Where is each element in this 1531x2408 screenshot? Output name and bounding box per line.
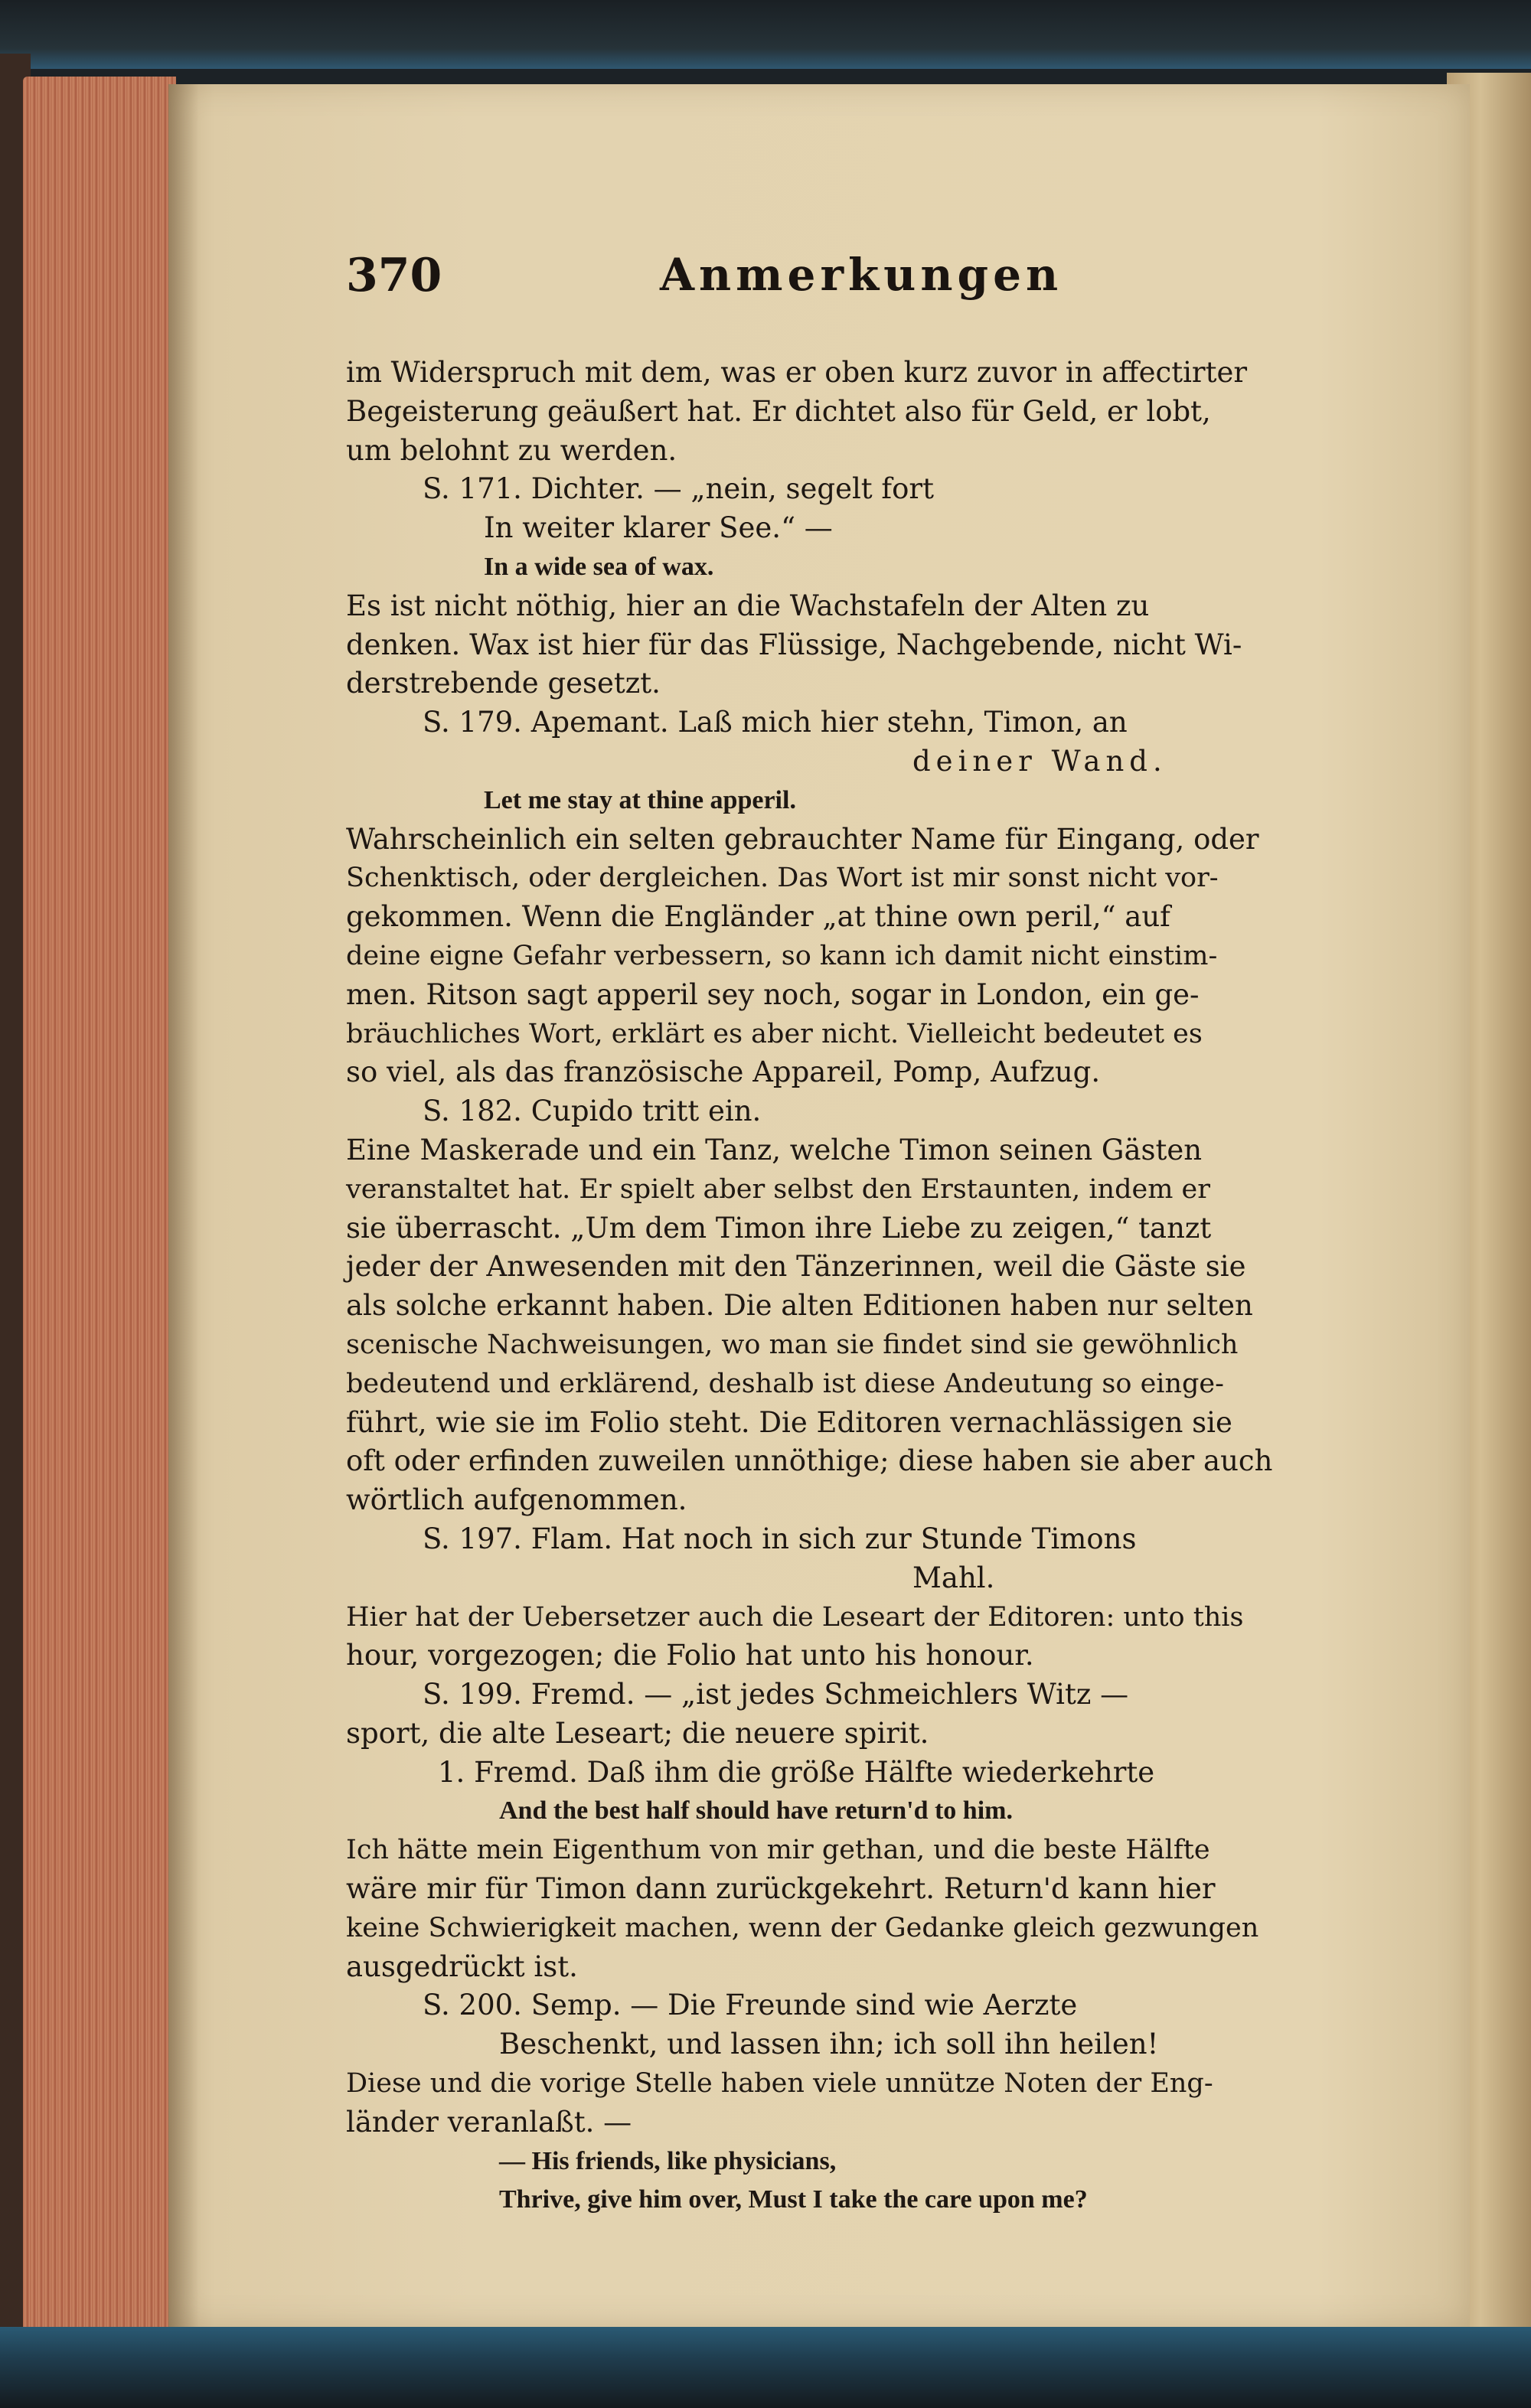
text-line: im Widerspruch mit dem, was er oben kurz zuvor in affectirter xyxy=(346,356,1248,389)
english-quote-line: Let me stay at thine apperil. xyxy=(484,785,796,814)
text-line: sie überrascht. „Um dem Timon ihre Liebe zu zeigen,“ tanzt xyxy=(346,1211,1212,1245)
text-line: Es ist nicht nöthig, hier an die Wachstafeln der Alten zu xyxy=(346,589,1150,622)
book-cover-bottom xyxy=(0,2327,1531,2408)
text-line: 1. Fremd. Daß ihm die größe Hälfte wiederkehrte xyxy=(438,1755,1155,1789)
text-line: S. 200. Semp. — Die Freunde sind wie Aerzte xyxy=(423,1989,1078,2022)
text-line: S. 197. Flam. Hat noch in sich zur Stunde Timons xyxy=(423,1522,1137,1555)
text-line: veranstaltet hat. Er spielt aber selbst den Erstaunten, indem er xyxy=(346,1173,1210,1205)
text-line: länder veranlaßt. — xyxy=(346,2105,632,2139)
text-line: S. 199. Fremd. — „ist jedes Schmeichlers Witz — xyxy=(423,1678,1129,1711)
text-line: Mahl. xyxy=(912,1561,995,1594)
english-quote-line: And the best half should have return'd to him. xyxy=(499,1796,1013,1826)
text-line: Eine Maskerade und ein Tanz, welche Timon seinen Gästen xyxy=(346,1133,1203,1166)
text-line: bräuchliches Wort, erklärt es aber nicht. Vielleicht bedeutet es xyxy=(346,1018,1203,1049)
text-line: jeder der Anwesenden mit den Tänzerinnen, weil die Gäste sie xyxy=(346,1250,1246,1284)
text-line: wörtlich aufgenommen. xyxy=(346,1483,687,1517)
text-line: als solche erkannt haben. Die alten Editionen haben nur selten xyxy=(346,1289,1253,1323)
text-line: Wahrscheinlich ein selten gebrauchter Name für Eingang, oder xyxy=(346,822,1259,856)
text-line: S. 179. Apemant. Laß mich hier stehn, Timon, an xyxy=(423,706,1128,739)
text-line: Ich hätte mein Eigenthum von mir gethan, und die beste Hälfte xyxy=(346,1835,1210,1866)
text-line: denken. Wax ist hier für das Flüssige, Nachgebende, nicht Wi- xyxy=(346,628,1242,661)
english-quote-line: In a wide sea of wax. xyxy=(484,552,714,581)
text-line: Hier hat der Uebersetzer auch die Leseart der Editoren: unto this xyxy=(346,1601,1244,1633)
text-line: S. 182. Cupido tritt ein. xyxy=(423,1095,762,1128)
gutter-shadow xyxy=(168,84,199,2327)
text-line: Schenktisch, oder dergleichen. Das Wort ist mir sonst nicht vor- xyxy=(346,863,1219,894)
text-line: bedeutend und erklärend, deshalb ist diese Andeutung so einge- xyxy=(346,1368,1224,1399)
text-line: um belohnt zu werden. xyxy=(346,433,677,467)
text-line: sport, die alte Leseart; die neuere spirit. xyxy=(346,1716,929,1750)
page-edges xyxy=(23,77,176,2342)
text-line: oft oder erfinden zuweilen unnöthige; diese haben sie aber auch xyxy=(346,1444,1273,1478)
text-line: S. 171. Dichter. — „nein, segelt fort xyxy=(423,472,934,506)
text-line: wäre mir für Timon dann zurückgekehrt. Return'd kann hier xyxy=(346,1872,1216,1906)
text-line: men. Ritson sagt apperil sey noch, sogar in London, ein ge- xyxy=(346,977,1200,1011)
background-top xyxy=(0,0,1531,69)
text-line: Diese und die vorige Stelle haben viele unnütze Noten der Eng- xyxy=(346,2068,1213,2100)
body-text xyxy=(346,354,1402,2220)
text-line: hour, vorgezogen; die Folio hat unto his honour. xyxy=(346,1639,1034,1672)
text-line: Beschenkt, und lassen ihn; ich soll ihn heilen! xyxy=(499,2028,1159,2061)
text-line: scenische Nachweisungen, wo man sie findet sind sie gewöhnlich xyxy=(346,1329,1239,1360)
page-header xyxy=(346,249,1379,318)
text-line: Begeisterung geäußert hat. Er dichtet also für Geld, er lobt, xyxy=(346,394,1211,428)
running-title: Anmerkungen xyxy=(660,249,1063,301)
text-line: In weiter klarer See.“ — xyxy=(484,511,833,545)
page-number: 370 xyxy=(346,249,442,302)
text-line: führt, wie sie im Folio steht. Die Editoren vernachlässigen sie xyxy=(346,1405,1232,1439)
text-line: keine Schwierigkeit machen, wenn der Gedanke gleich gezwungen xyxy=(346,1912,1259,1943)
english-quote-line: Thrive, give him over, Must I take the care upon me? xyxy=(499,2185,1088,2214)
text-line: ausgedrückt ist. xyxy=(346,1950,578,1983)
text-line: deiner Wand. xyxy=(912,744,1167,778)
text-line: so viel, als das französische Appareil, Pomp, Aufzug. xyxy=(346,1056,1101,1089)
text-line: derstrebende gesetzt. xyxy=(346,667,661,700)
text-line: gekommen. Wenn die Engländer „at thine own peril,“ auf xyxy=(346,900,1170,934)
text-line: deine eigne Gefahr verbessern, so kann ich damit nicht einstim- xyxy=(346,940,1218,971)
english-quote-line: — His friends, like physicians, xyxy=(499,2146,837,2175)
